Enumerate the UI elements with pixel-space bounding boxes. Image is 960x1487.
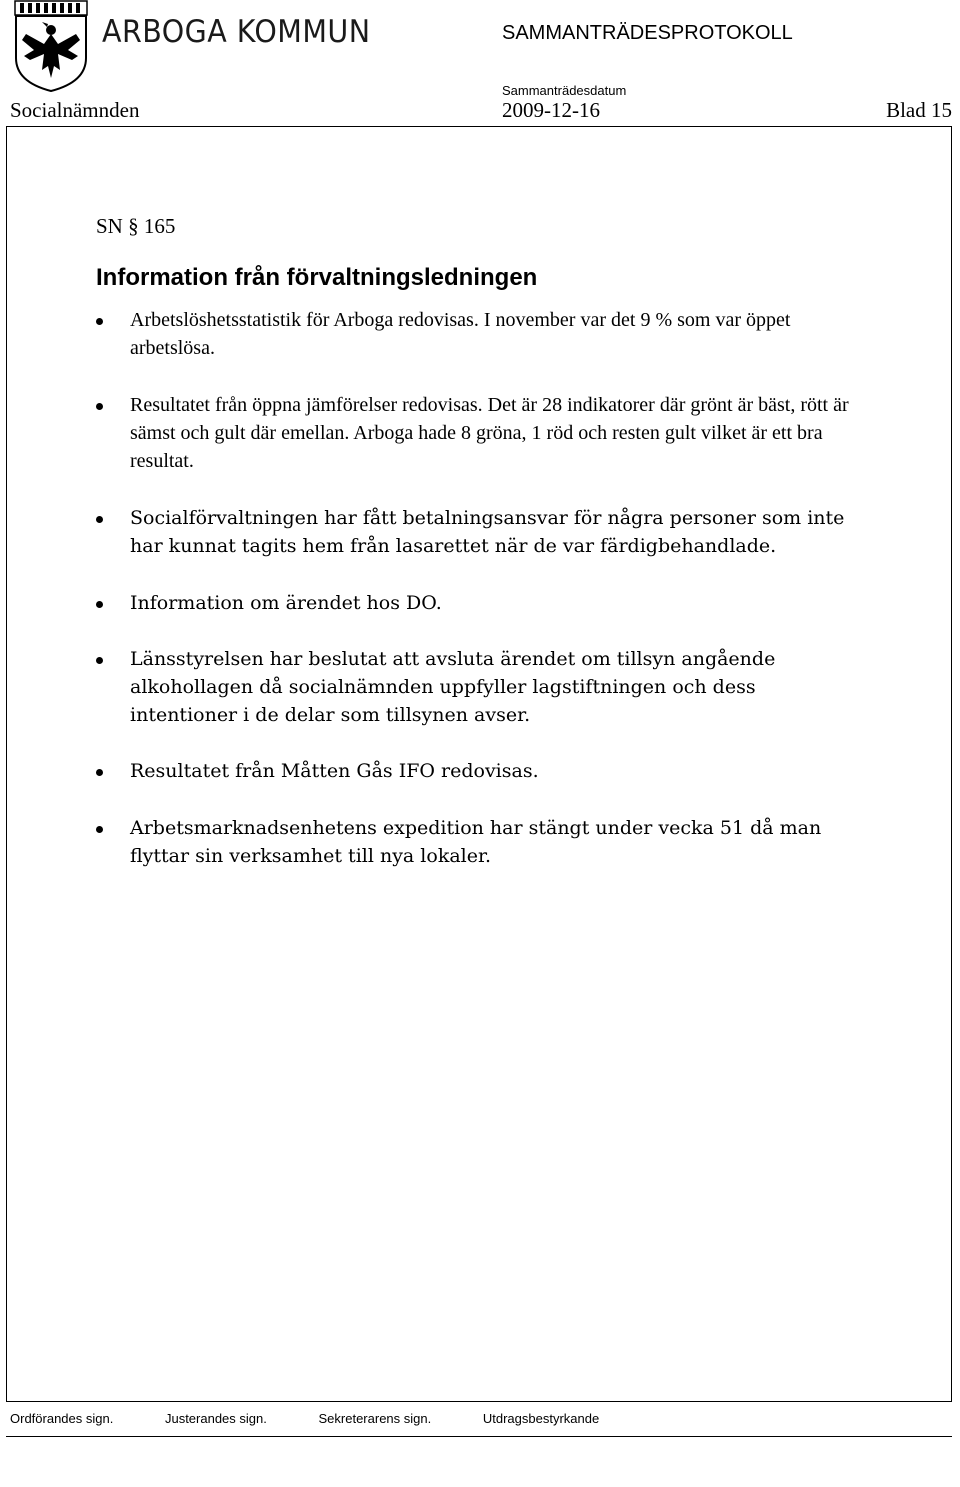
list-item — [96, 391, 856, 475]
meeting-date: 2009-12-16 — [502, 98, 600, 122]
list-item-text: Arbetsmarknadsenhetens expedition har stängt under vecka 51 då man flyttar sin verksamhet till nya lokaler. — [130, 817, 822, 867]
brand-name: ARBOGA KOMMUN — [102, 14, 371, 50]
list-item-text: Länsstyrelsen har beslutat att avsluta ärendet om tillsyn angående alkohollagen då socialnämnden uppfyller lagstiftningen och dess intentioner i de delar som tillsynen avser. — [130, 648, 776, 726]
bullet-icon — [96, 318, 103, 325]
chair-signature-label: Ordförandes sign. — [10, 1411, 114, 1426]
list-item — [96, 814, 856, 870]
list-item-text: Resultatet från öppna jämförelser redovisas. Det är 28 indikatorer där grönt är bäst, rött är sämst och gult där emellan. Arboga hade 8 gröna, 1 röd och resten gult vilket är ett bra resultat. — [130, 394, 849, 472]
bullet-icon — [96, 516, 103, 523]
page-number: Blad 15 — [886, 98, 952, 122]
bullet-icon — [96, 601, 103, 608]
section-heading: Information från förvaltningsledningen — [96, 264, 538, 291]
list-item-text: Arbetslöshetsstatistik för Arboga redovisas. I november var det 9 % som var öppet arbetslösa. — [130, 309, 791, 359]
list-item-text: Socialförvaltningen har fått betalningsansvar för några personer som inte har kunnat tagits hem från lasarettet när de var färdigbehandlade. — [130, 507, 845, 557]
footer-divider — [6, 1436, 952, 1437]
secretary-signature-label: Sekreterarens sign. — [318, 1411, 432, 1426]
document-type: SAMMANTRÄDESPROTOKOLL — [502, 22, 793, 44]
section-number: SN § 165 — [96, 214, 176, 238]
bullet-icon — [96, 403, 103, 410]
arboga-crest-icon — [14, 0, 88, 92]
bullet-icon — [96, 657, 103, 664]
adjuster-signature-label: Justerandes sign. — [164, 1411, 267, 1426]
list-item-text: Resultatet från Måtten Gås IFO redovisas. — [130, 760, 539, 782]
extract-certification-label: Utdragsbestyrkande — [482, 1411, 600, 1426]
list-item — [96, 504, 856, 560]
list-item — [96, 757, 856, 785]
bullet-icon — [96, 826, 103, 833]
signature-footer — [10, 1411, 647, 1426]
list-item — [96, 645, 856, 729]
list-item — [96, 306, 856, 362]
list-item — [96, 589, 856, 617]
committee-name: Socialnämnden — [10, 98, 140, 122]
list-item-text: Information om ärendet hos DO. — [130, 592, 442, 614]
meeting-date-label: Sammanträdesdatum — [502, 83, 627, 98]
bullet-icon — [96, 769, 103, 776]
